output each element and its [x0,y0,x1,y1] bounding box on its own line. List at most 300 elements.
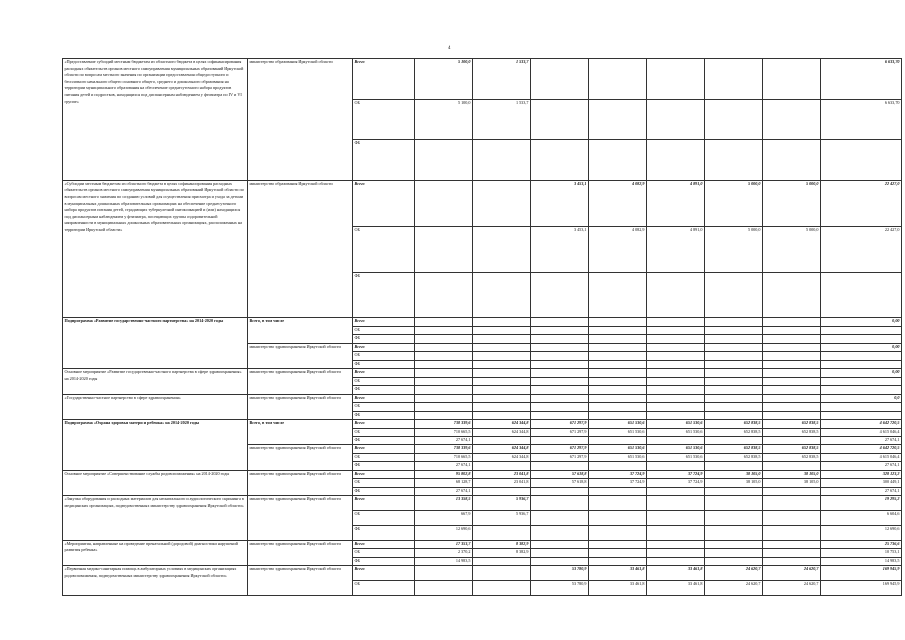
value-cell [705,511,763,526]
value-cell [763,411,821,419]
activity-name-cell: «Субсидии местным бюджетам из областного бюджета в целях софинансирования расходных обязательств органов местного самоуправления муниципальных образований Иркутской области по вопросам местного значения по созданию условий для осуществления присмотра и ухода за детьми в муниципальных дошкольных образовательных организациях на обеспечение среднесуточного набора продуктов питания детей, страдающих туберкулезной интоксикацией и (или) находящихся под диспансерным наблюдением у фтизиатра, посещающих группы оздоровительной направленности в муниципальных дошкольных образовательных организациях, расположенных на территории Иркутской области» [63,180,248,318]
value-cell [531,352,589,360]
value-cell: 68 128,7 [415,479,473,487]
value-cell: 8 382,9 [473,549,531,557]
value-cell: 667,9 [415,511,473,526]
value-cell: 300 449,1 [821,479,902,487]
value-cell [415,411,473,419]
value-cell [473,180,531,226]
table-row [63,369,902,377]
table-row [63,59,902,100]
executor-cell: министерство здравоохранения Иркутской области [248,496,353,540]
value-cell [763,360,821,368]
table-row [63,318,902,326]
value-cell [589,525,647,540]
executor-cell: министерство образования Иркутской области [248,180,353,318]
value-cell [415,377,473,385]
funding-source-cell: Всего [353,59,415,100]
funding-source-cell: Всего [353,343,415,351]
value-cell: 624 344,8 [473,420,531,428]
funding-source-cell: ОБ [353,453,415,461]
value-cell: 5 000,0 [705,226,763,272]
value-cell [647,335,705,343]
value-cell [647,525,705,540]
value-cell: 27 674,1 [821,487,902,495]
value-cell [473,352,531,360]
executor-cell: министерство здравоохранения Иркутской области [248,394,353,419]
value-cell [531,369,589,377]
value-cell [531,394,589,402]
executor-cell: министерство здравоохранения Иркутской области [248,540,353,565]
value-cell [415,180,473,226]
value-cell [705,59,763,100]
value-cell [763,318,821,326]
value-cell: 624 344,8 [473,428,531,436]
executor-cell: Всего, в том числе [248,318,353,343]
value-cell: 652 838,5 [705,453,763,461]
value-cell [647,386,705,394]
value-cell [763,140,821,181]
value-cell [589,377,647,385]
value-cell: 5 936,7 [473,496,531,511]
funding-source-cell: Всего [353,394,415,402]
value-cell [589,411,647,419]
funding-source-cell: Всего [353,496,415,511]
value-cell: 651 530,6 [647,420,705,428]
value-cell: 652 838,5 [763,428,821,436]
value-cell: 27 674,1 [415,462,473,470]
value-cell [531,326,589,334]
executor-cell: министерство образования Иркутской области [248,59,353,181]
value-cell: 6 633,70 [821,59,902,100]
funding-source-cell: Всего [353,566,415,581]
value-cell [705,99,763,140]
executor-cell: министерство здравоохранения Иркутской области [248,369,353,394]
value-cell [415,360,473,368]
value-cell [473,557,531,565]
value-cell [705,549,763,557]
value-cell: 5 000,0 [763,226,821,272]
value-cell [531,335,589,343]
value-cell [473,343,531,351]
value-cell [415,386,473,394]
value-cell [821,377,902,385]
value-cell [589,557,647,565]
activity-name-cell: «Государственно-частное партнерство в сфере здравоохранения» [63,394,248,419]
value-cell [473,140,531,181]
value-cell [473,394,531,402]
value-cell [415,403,473,411]
value-cell [763,272,821,318]
value-cell [763,496,821,511]
table-row [63,496,902,511]
funding-source-cell: Всего [353,420,415,428]
value-cell: 25 736,6 [821,540,902,548]
table-row [63,566,902,581]
value-cell: 4 891,0 [647,180,705,226]
value-cell: 5 936,7 [473,511,531,526]
value-cell: 10 753,1 [821,549,902,557]
activity-name-cell: «Закупка оборудования и расходных материалов для неонатального и аудиологического скрининга в медицинских организациях, подведомственных министерству здравоохранения Иркутской области» [63,496,248,540]
funding-source-cell: ФБ [353,462,415,470]
funding-source-cell: ФБ [353,525,415,540]
value-cell [705,487,763,495]
value-cell [473,411,531,419]
value-cell [415,326,473,334]
value-cell: 14 983,5 [415,557,473,565]
value-cell: 22 427,0 [821,180,902,226]
value-cell [821,272,902,318]
value-cell [821,140,902,181]
value-cell [705,462,763,470]
value-cell: 37 724,9 [589,470,647,478]
value-cell: 33 461,8 [589,566,647,581]
value-cell [763,377,821,385]
value-cell [763,487,821,495]
value-cell [647,377,705,385]
activity-name-cell: Подпрограмма «Развитие государственно-частного партнерства» на 2014-2020 годы [63,318,248,369]
value-cell: 4 642 720,5 [821,420,902,428]
value-cell: 37 724,9 [647,470,705,478]
value-cell [531,540,589,548]
value-cell [531,272,589,318]
value-cell [763,540,821,548]
table-body [63,59,902,596]
value-cell [763,511,821,526]
value-cell: 17 353,7 [415,540,473,548]
value-cell: 27 674,1 [821,437,902,445]
value-cell [415,566,473,581]
value-cell [415,581,473,596]
value-cell [763,525,821,540]
value-cell: 652 838,5 [763,453,821,461]
value-cell: 8 382,9 [473,540,531,548]
value-cell: 624 344,8 [473,445,531,453]
value-cell: 671 297,9 [531,428,589,436]
value-cell [589,140,647,181]
executor-cell: министерство здравоохранения Иркутской области [248,566,353,596]
funding-source-cell: Всего [353,369,415,377]
value-cell: 24 620,7 [763,566,821,581]
value-cell: 38 105,0 [763,479,821,487]
value-cell [647,326,705,334]
value-cell [473,226,531,272]
value-cell [415,369,473,377]
funding-source-cell: Всего [353,445,415,453]
value-cell [589,318,647,326]
value-cell: 1 533,7 [473,99,531,140]
value-cell [415,343,473,351]
value-cell [589,326,647,334]
value-cell [473,272,531,318]
value-cell [763,403,821,411]
value-cell: 27 674,1 [415,437,473,445]
value-cell [589,59,647,100]
value-cell: 38 105,0 [705,470,763,478]
value-cell [531,386,589,394]
value-cell [473,566,531,581]
value-cell [705,140,763,181]
value-cell [705,496,763,511]
value-cell [647,59,705,100]
funding-source-cell: ОБ [353,581,415,596]
value-cell [531,462,589,470]
value-cell [415,140,473,181]
value-cell [531,525,589,540]
value-cell [473,318,531,326]
value-cell [531,59,589,100]
funding-source-cell: ФБ [353,386,415,394]
value-cell: 0,00 [821,318,902,326]
value-cell [647,496,705,511]
value-cell: 13 358,5 [415,496,473,511]
value-cell: 24 620,7 [705,566,763,581]
funding-source-cell: ОБ [353,99,415,140]
funding-source-cell: ФБ [353,272,415,318]
value-cell: 24 620,7 [705,581,763,596]
value-cell [531,360,589,368]
value-cell [531,557,589,565]
value-cell [473,326,531,334]
value-cell [589,437,647,445]
value-cell [589,335,647,343]
value-cell [821,386,902,394]
value-cell [763,352,821,360]
value-cell [415,394,473,402]
value-cell: 5 000,0 [763,180,821,226]
activity-name-cell: «Первичная медико-санитарная помощь в амбулаторных условиях в медицинских организациях родовспоможения, подведомственных министерству здравоохранения Иркутской области» [63,566,248,596]
value-cell: 3 453,1 [531,180,589,226]
executor-cell: министерство здравоохранения Иркутской области [248,470,353,495]
value-cell: 651 530,6 [647,453,705,461]
value-cell [589,272,647,318]
value-cell [821,360,902,368]
table-row [63,180,902,226]
value-cell [705,557,763,565]
value-cell [531,437,589,445]
executor-cell: Всего, в том числе [248,420,353,445]
value-cell [647,511,705,526]
funding-source-cell: ФБ [353,437,415,445]
value-cell [647,352,705,360]
value-cell: 169 945,9 [821,581,902,596]
value-cell: 12 690,6 [821,525,902,540]
value-cell [473,403,531,411]
value-cell: 4 615 046,4 [821,428,902,436]
value-cell [763,369,821,377]
value-cell [589,343,647,351]
value-cell [589,496,647,511]
value-cell [705,360,763,368]
funding-source-cell: Всего [353,180,415,226]
value-cell [589,487,647,495]
value-cell: 671 297,9 [531,453,589,461]
value-cell [647,487,705,495]
value-cell [705,352,763,360]
value-cell: 12 690,6 [415,525,473,540]
value-cell [763,335,821,343]
value-cell [647,140,705,181]
value-cell: 22 427,0 [821,226,902,272]
value-cell: 33 461,8 [647,581,705,596]
value-cell: 738 339,6 [415,420,473,428]
value-cell [705,386,763,394]
value-cell: 38 105,0 [763,470,821,478]
activity-name-cell: Подпрограмма «Охрана здоровья матери и ребенка» на 2014-2020 годы [63,420,248,471]
value-cell: 38 105,0 [705,479,763,487]
value-cell [415,352,473,360]
value-cell: 651 530,6 [647,428,705,436]
funding-source-cell: ФБ [353,335,415,343]
funding-source-cell: ОБ [353,377,415,385]
value-cell [705,369,763,377]
funding-source-cell: ОБ [353,511,415,526]
value-cell [589,99,647,140]
value-cell: 651 530,6 [589,420,647,428]
value-cell: 33 461,8 [647,566,705,581]
value-cell [473,369,531,377]
value-cell: 710 665,5 [415,453,473,461]
value-cell: 671 297,9 [531,445,589,453]
value-cell: 27 674,1 [415,487,473,495]
value-cell [647,360,705,368]
value-cell: 37 724,9 [647,479,705,487]
value-cell: 3 453,1 [531,226,589,272]
value-cell: 6 633,70 [821,99,902,140]
value-cell: 2 370,2 [415,549,473,557]
value-cell: 0,0 [821,394,902,402]
funding-source-cell: Всего [353,470,415,478]
activity-name-cell: Основное мероприятие «Развитие государственно-частного партнерства в сфере здравоохранения» на 2014-2020 годы [63,369,248,394]
value-cell: 4 642 720,5 [821,445,902,453]
value-cell: 652 838,5 [705,420,763,428]
value-cell [531,377,589,385]
value-cell [705,403,763,411]
value-cell: 651 530,6 [647,445,705,453]
value-cell: 624 344,8 [473,453,531,461]
value-cell [531,511,589,526]
value-cell: 5 100,0 [415,59,473,100]
value-cell [589,386,647,394]
value-cell [589,369,647,377]
funding-source-cell: ОБ [353,352,415,360]
value-cell: 651 530,6 [589,428,647,436]
value-cell [589,403,647,411]
value-cell: 0,00 [821,369,902,377]
value-cell [763,386,821,394]
value-cell [473,462,531,470]
activity-name-cell: Основное мероприятие «Совершенствование службы родовспоможения» на 2014-2020 годы [63,470,248,495]
value-cell [531,549,589,557]
activity-name-cell: «Мероприятия, направленные на проведение пренатальной (дородовой) диагностики нарушений развития ребенка» [63,540,248,565]
value-cell: 328 123,2 [821,470,902,478]
value-cell: 53 780,9 [531,566,589,581]
value-cell [705,525,763,540]
value-cell [647,462,705,470]
value-cell: 57 618,8 [531,479,589,487]
funding-source-cell: Всего [353,540,415,548]
funding-source-cell: ОБ [353,403,415,411]
value-cell: 37 724,9 [589,479,647,487]
value-cell: 651 530,6 [589,453,647,461]
value-cell: 169 945,9 [821,566,902,581]
value-cell [647,99,705,140]
value-cell: 4 615 046,4 [821,453,902,461]
value-cell [531,343,589,351]
value-cell: 53 780,9 [531,581,589,596]
value-cell: 23 041,8 [473,470,531,478]
funding-source-cell: ОБ [353,549,415,557]
value-cell [589,462,647,470]
value-cell [763,99,821,140]
funding-source-cell: ФБ [353,487,415,495]
funding-source-cell: ОБ [353,326,415,334]
value-cell [589,352,647,360]
value-cell: 23 041,8 [473,479,531,487]
value-cell: 4 082,9 [589,226,647,272]
value-cell [415,318,473,326]
funding-source-cell: ФБ [353,360,415,368]
table-row [63,420,902,428]
value-cell [647,369,705,377]
value-cell [531,140,589,181]
value-cell [531,411,589,419]
value-cell [647,403,705,411]
value-cell [763,462,821,470]
value-cell [589,511,647,526]
value-cell [821,326,902,334]
value-cell [763,557,821,565]
value-cell [647,549,705,557]
value-cell [589,540,647,548]
value-cell [705,318,763,326]
value-cell [763,343,821,351]
value-cell [647,437,705,445]
value-cell: 95 802,8 [415,470,473,478]
value-cell: 4 082,9 [589,180,647,226]
value-cell [647,540,705,548]
value-cell [415,226,473,272]
value-cell: 652 838,5 [705,428,763,436]
page-number: 4 [448,46,451,51]
value-cell [647,318,705,326]
value-cell [473,335,531,343]
value-cell [589,549,647,557]
value-cell [473,386,531,394]
value-cell [647,557,705,565]
value-cell: 651 530,6 [589,445,647,453]
funding-source-cell: ОБ [353,428,415,436]
value-cell: 738 339,6 [415,445,473,453]
value-cell: 710 665,5 [415,428,473,436]
value-cell: 33 461,8 [589,581,647,596]
value-cell [705,343,763,351]
value-cell: 57 618,8 [531,470,589,478]
funding-source-cell: ОБ [353,226,415,272]
table-row [63,394,902,402]
value-cell [647,272,705,318]
value-cell [705,335,763,343]
value-cell [705,394,763,402]
value-cell [473,437,531,445]
value-cell: 0,00 [821,343,902,351]
value-cell: 19 295,2 [821,496,902,511]
value-cell: 24 620,7 [763,581,821,596]
funding-source-cell: Всего [353,318,415,326]
value-cell [589,394,647,402]
value-cell [415,335,473,343]
value-cell [531,318,589,326]
